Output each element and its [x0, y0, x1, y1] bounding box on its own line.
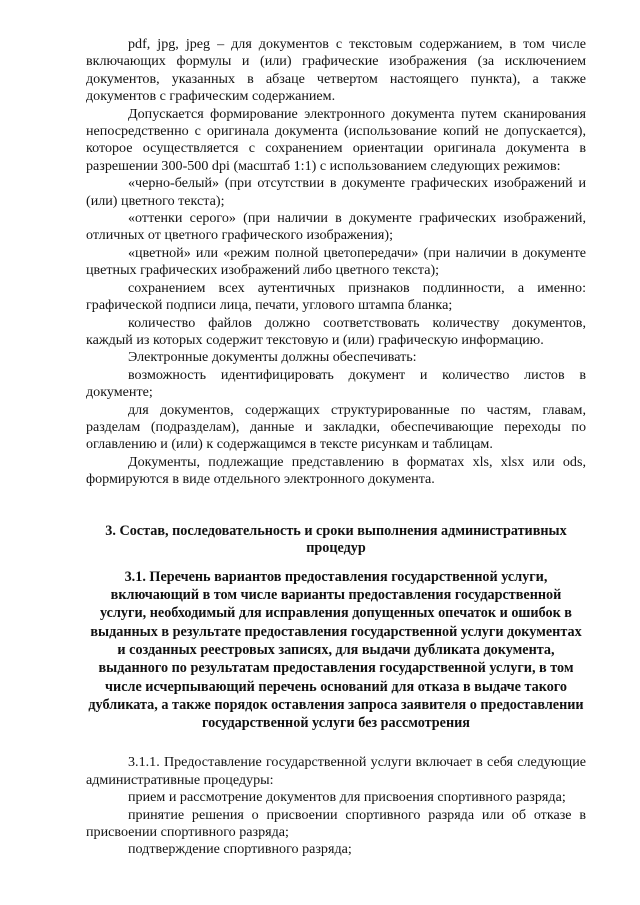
paragraph-procedure-reception: прием и рассмотрение документов для присвоения спортивного разряда; — [128, 789, 566, 806]
section-heading: 3. Состав, последовательность и сроки выполнения административных процедур — [105, 522, 567, 557]
paragraph-file-count: количество файлов должно соответствовать количеству документов, каждый из которых содержит текстовую и (или) графическую информацию. — [86, 314, 586, 348]
subsection-heading: 3.1. Перечень вариантов предоставления государственной услуги, включающий в том числе варианты предоставления государственной услуги, необходимый для исправления допущенных опечаток и ошибок в выданных в результате предоставления государственной услуги документах и созданных реестровых записях, для выдачи дубликата документа, выданного по результатам предоставления государственной услуги, в том числе исчерпывающий перечень оснований для отказа в выдаче такого дубликата, а также порядок оставления запроса заявителя о предоставлении государственной услуги без рассмотрения — [88, 568, 584, 732]
paragraph-formats-pdf-jpg: pdf, jpg, jpeg – для документов с текстовым содержанием, в том числе включающих формулы и (или) графические изображения (за исключением документов, указанных в абзаце четвертом настоящего пункта), а также документов с графическим содержанием. — [86, 36, 586, 105]
paragraph-procedures-intro: 3.1.1. Предоставление государственной услуги включает в себя следующие административные процедуры: — [86, 754, 586, 788]
paragraph-procedure-confirmation: подтверждение спортивного разряда; — [128, 841, 352, 858]
paragraph-procedure-decision: принятие решения о присвоении спортивного разряда или об отказе в присвоении спортивного разряда; — [86, 806, 586, 841]
paragraph-spreadsheet-formats: Документы, подлежащие представлению в форматах xls, xlsx или ods, формируются в виде отдельного электронного документа. — [86, 453, 586, 488]
document-page — [86, 36, 586, 859]
paragraph-authenticity: сохранением всех аутентичных признаков подлинности, а именно: графической подписи лица, печати, углового штампа бланка; — [86, 279, 586, 314]
bottom-paragraphs — [86, 754, 586, 858]
paragraph-scanning-allowed: Допускается формирование электронного документа путем сканирования непосредственно с оригинала документа (использование копий не допускается), которое осуществляется с сохранением ориентации оригинала документа в разрешении 300-500 dpi (масштаб 1:1) с использованием следующих режимов: — [86, 105, 586, 174]
paragraph-mode-grayscale: «оттенки серого» (при наличии в документе графических изображений, отличных от цветного графического изображения); — [86, 210, 586, 244]
paragraph-structured-docs: для документов, содержащих структурированные по частям, главам, разделам (подразделам), данные и закладки, обеспечивающие переходы по оглавлению и (или) к содержащимся в тексте рисункам и таблицам. — [86, 401, 586, 453]
paragraph-electronic-docs-requirements: Электронные документы должны обеспечивать: — [128, 349, 417, 366]
paragraph-mode-color: «цветной» или «режим полной цветопередачи» (при наличии в документе цветных графических изображений либо цветного текста); — [86, 244, 586, 279]
paragraph-mode-black-white: «черно-белый» (при отсутствии в документе графических изображений и (или) цветного текста); — [86, 175, 586, 209]
paragraph-identify-document: возможность идентифицировать документ и количество листов в документе; — [86, 366, 586, 401]
